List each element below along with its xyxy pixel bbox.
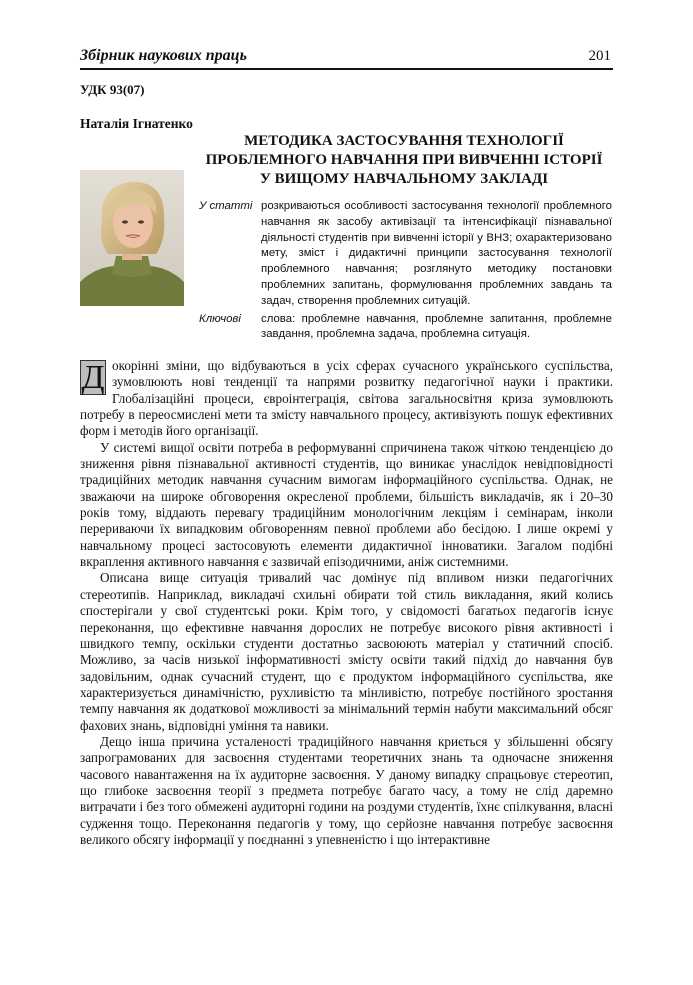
article-body [80,358,613,848]
title-line: У ВИЩОМУ НАВЧАЛЬНОМУ ЗАКЛАДІ [259,171,549,187]
running-header [80,46,613,70]
abstract-label: У статті [199,200,253,212]
title-line: ПРОБЛЕМНОГО НАВЧАННЯ ПРИ ВИВЧЕННІ ІСТОРІЇ [205,152,603,168]
title-line: МЕТОДИКА ЗАСТОСУВАННЯ ТЕХНОЛОГІЇ [244,133,564,149]
keywords [199,312,612,344]
keywords-label: Ключові [199,312,241,325]
header-rule [80,68,613,70]
abstract-block [199,199,612,343]
body-paragraph [80,358,613,440]
page-number: 201 [588,48,611,64]
body-paragraph: Описана вище ситуація тривалий час домінує під впливом низки педагогічних стереотипів. Наприклад, викладачі схильні обирати той стиль викладання, який колись спостерігали у свої студентські роки. Крім того, у свідомості багатьох педагогів існує переконання, що ефективне навчання дорослих не потребує високого рівня активності і швидкого темпу, оскільки студенти достатньо засвоюють матеріал у статичний спосіб. Можливо, за часів низької інформативності змісту освіти такий підхід до навчання був задовільним, однак сучасний студент, що є продуктом інформаційного суспільства, яке характеризується динамічністю, рухливістю та мінливістю, потребує постійного зростання темпу навчання як додаткової можливості за мінімальний термін набути максимальний обсяг фахових знань, відповідні уміння та навики. [80,570,613,733]
paragraph-text: окорінні зміни, що відбуваються в усіх сферах сучасного українського суспільства, зумовлюють нові тенденції та напрями розвитку педагогічної науки і практики. Глобалізаційні процеси, євроінтеграція, світова загальносвітня криза зумовлюють потребу в переосмислені мети та змісту навчального процесу, активізують пошук ефективних форм і методів його організації. [80,358,613,439]
author-photo [80,170,184,306]
abstract-text: розкриваються особливості застосування технології проблемного навчання як засобу активізації та інтенсифікації пізнавальної діяльності студентів при вивченні історії у ВНЗ; охарактеризовано мету, зміст і дидактичні принципи застосування технології проблемного навчання; розглянуто методику постановки проблемних запитань, формулювання проблемних завдань та задач, створення проблемних ситуацій. [261,200,612,307]
drop-cap: Д [81,359,105,396]
author-portrait-image [80,170,184,306]
body-paragraph: У системі вищої освіти потреба в реформуванні спричинена також чіткою тенденцією до зниження рівня пізнавальної активності студентів, що виникає унаслідок невідповідності традиційних методик навчання сучасним вимогам інформаційного суспільства. Однак, не зважаючи на широке обговорення окресленої проблеми, більшість викладачів, як і 20–30 років тому, віддають перевагу традиційним монологічним лекціям і семінарам, інколи перериваючи їх випадковим обговоренням певної проблеми або бесідою. І лише окремі у навчальному процесі застосовують елементи дидактичної інноватики. Загалом подібні вкраплення активного навчання є зазвичай епізодичними, аніж системними. [80,439,613,570]
article-title [196,132,612,189]
keywords-text: слова: проблемне навчання, проблемне запитання, проблемне завдання, проблемна задача, проблемна ситуація. [261,312,612,341]
abstract [199,199,612,310]
journal-title: Збірник наукових праць [80,47,247,64]
udc-code: УДК 93(07) [80,82,145,97]
author-name: Наталія Ігнатенко [80,116,193,131]
body-paragraph: Дещо інша причина усталеності традиційного навчання криється у збільшенні обсягу запрограмованих для засвоєння студентами теоретичних знань та одночасне зниження часового навантаження на їх аудиторне засвоєння. У даному випадку спрацьовує стереотип, що глибоке засвоєння теорії з предмета потребує багато часу, а тому не слід даремно витрачати і без того обмежені аудиторні години на роздуми студентів, їхнє спілкування, власні судження тощо. Переконання педагогів у тому, що серйозне навчання потребує засвоєння великого обсягу інформації у поєднанні з упевненістю і що інтерактивне [80,733,613,847]
